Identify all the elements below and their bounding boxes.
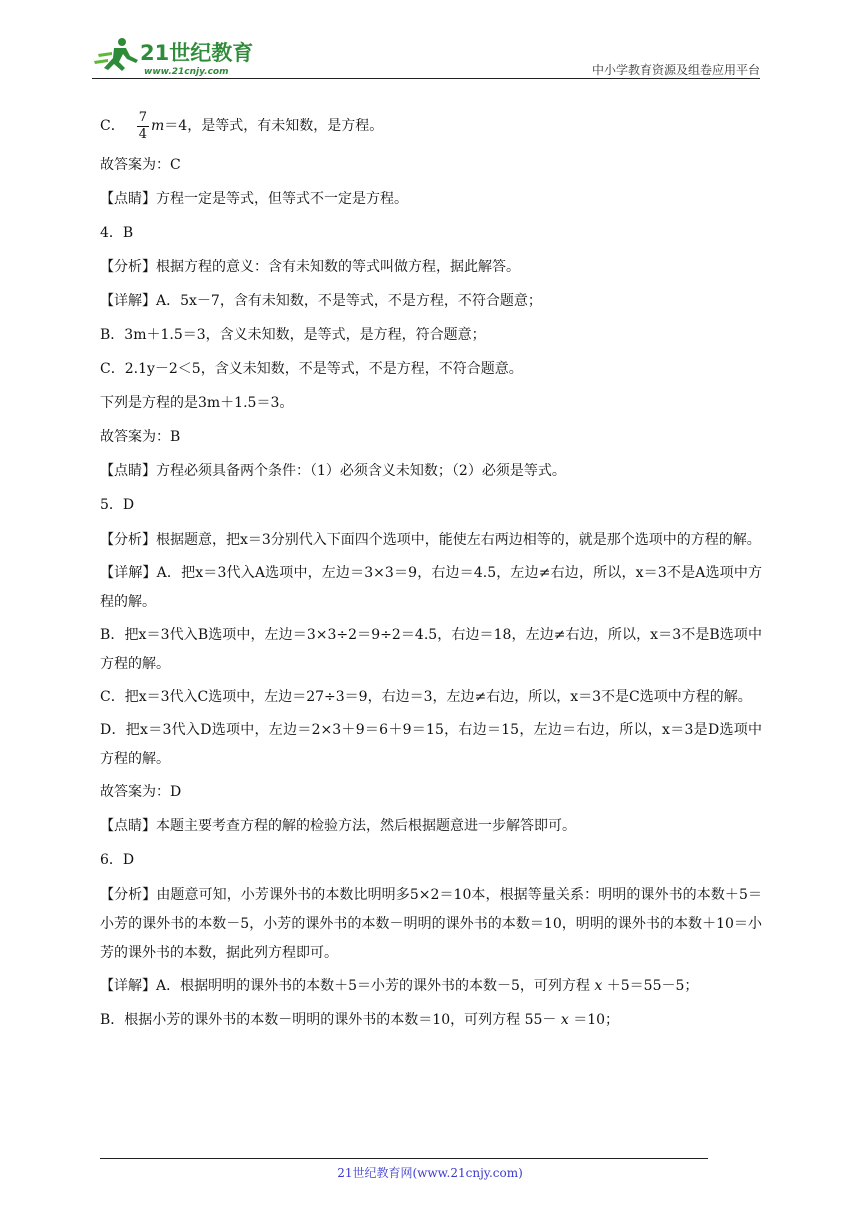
fraction — [137, 110, 149, 143]
equation-rest: ＋5＝55－5； — [606, 978, 699, 994]
logo-url: www.21cnjy.com — [144, 67, 229, 76]
variable: x — [560, 1012, 569, 1028]
detail-text: B．根据小芳的课外书的本数－明明的课外书的本数＝10，可列方程 — [100, 1012, 521, 1028]
footer-divider — [100, 1158, 708, 1159]
variable: m — [151, 118, 165, 134]
text-line: 【详解】A．5x－7，含有未知数，不是等式，不是方程，不符合题意； — [100, 293, 542, 309]
equation-left: 55－ — [524, 1012, 557, 1028]
paragraph: 【详解】A．把x＝3代入A选项中，左边＝3×3＝9，右边＝4.5，左边≠右边，所以，x＝3不是A选项中方程的解。 — [100, 565, 762, 610]
option-label: C． — [100, 118, 125, 134]
paragraph: C．把x＝3代入C选项中，左边＝27÷3＝9，右边＝3，左边≠右边，所以，x＝3不是C选项中方程的解。 — [100, 689, 752, 705]
text-line: B．3m＋1.5＝3，含义未知数，是等式，是方程，符合题意； — [100, 327, 486, 343]
detail-line-b — [100, 1003, 762, 1037]
text-line: 【点睛】本题主要考查方程的解的检验方法，然后根据题意进一步解答即可。 — [100, 818, 576, 834]
text-line: 下列是方程的是3m＋1.5＝3。 — [100, 395, 294, 411]
platform-tagline: 中小学教育资源及组卷应用平台 — [591, 63, 760, 77]
question-number: 6．D — [100, 852, 135, 868]
text-line: 故答案为：C — [100, 157, 181, 173]
variable: x — [594, 978, 603, 994]
text-line: 【点睛】方程一定是等式，但等式不一定是方程。 — [100, 191, 408, 207]
text-line: 【分析】根据方程的意义：含有未知数的等式叫做方程，据此解答。 — [100, 259, 520, 275]
text-line: 故答案为：B — [100, 429, 181, 445]
paragraph: 【分析】根据题意，把x＝3分别代入下面四个选项中，能使左右两边相等的，就是那个选项中的方程的解。 — [100, 532, 761, 548]
paragraph: B．把x＝3代入B选项中，左边＝3×3÷2＝9÷2＝4.5，右边＝18，左边≠右边，所以，x＝3不是B选项中方程的解。 — [100, 627, 762, 672]
page-header — [92, 30, 760, 80]
footer-link[interactable]: 21世纪教育网(www.21cnjy.com) — [337, 1166, 523, 1180]
question-number: 5．D — [100, 497, 135, 513]
logo-text: 21世纪教育 — [140, 41, 254, 65]
fraction-numerator: 7 — [138, 109, 147, 125]
paragraph: D．把x＝3代入D选项中，左边＝2×3＋9＝6＋9＝15，右边＝15，左边＝右边，所以，x＝3是D选项中方程的解。 — [100, 722, 762, 767]
fraction-denominator: 4 — [138, 126, 147, 142]
header-divider — [92, 78, 760, 79]
text-line: 【点睛】方程必须具备两个条件：（1）必须含义未知数；（2）必须是等式。 — [100, 463, 566, 479]
question-number: 4．B — [100, 225, 134, 241]
paragraph: 【分析】由题意可知，小芳课外书的本数比明明多5×2＝10本，根据等量关系：明明的课外书的本数＋5＝小芳的课外书的本数－5，小芳的课外书的本数－明明的课外书的本数＝10，明明的课外书的本数＋10＝小芳的课外书的本数，据此列方程即可。 — [100, 887, 762, 961]
equation-rest: ＝10； — [573, 1012, 620, 1028]
option-text: ＝4，是等式，有未知数，是方程。 — [164, 118, 384, 134]
logo-21cnjy — [92, 34, 262, 76]
detail-text: 【详解】A．根据明明的课外书的本数＋5＝小芳的课外书的本数－5，可列方程 — [100, 978, 590, 994]
option-c-line — [100, 104, 762, 148]
text-line: C．2.1y－2＜5，含义未知数，不是等式，不是方程，不符合题意。 — [100, 361, 523, 377]
answer-content — [100, 104, 762, 1037]
text-line: 故答案为：D — [100, 784, 182, 800]
detail-line-a — [100, 969, 762, 1003]
